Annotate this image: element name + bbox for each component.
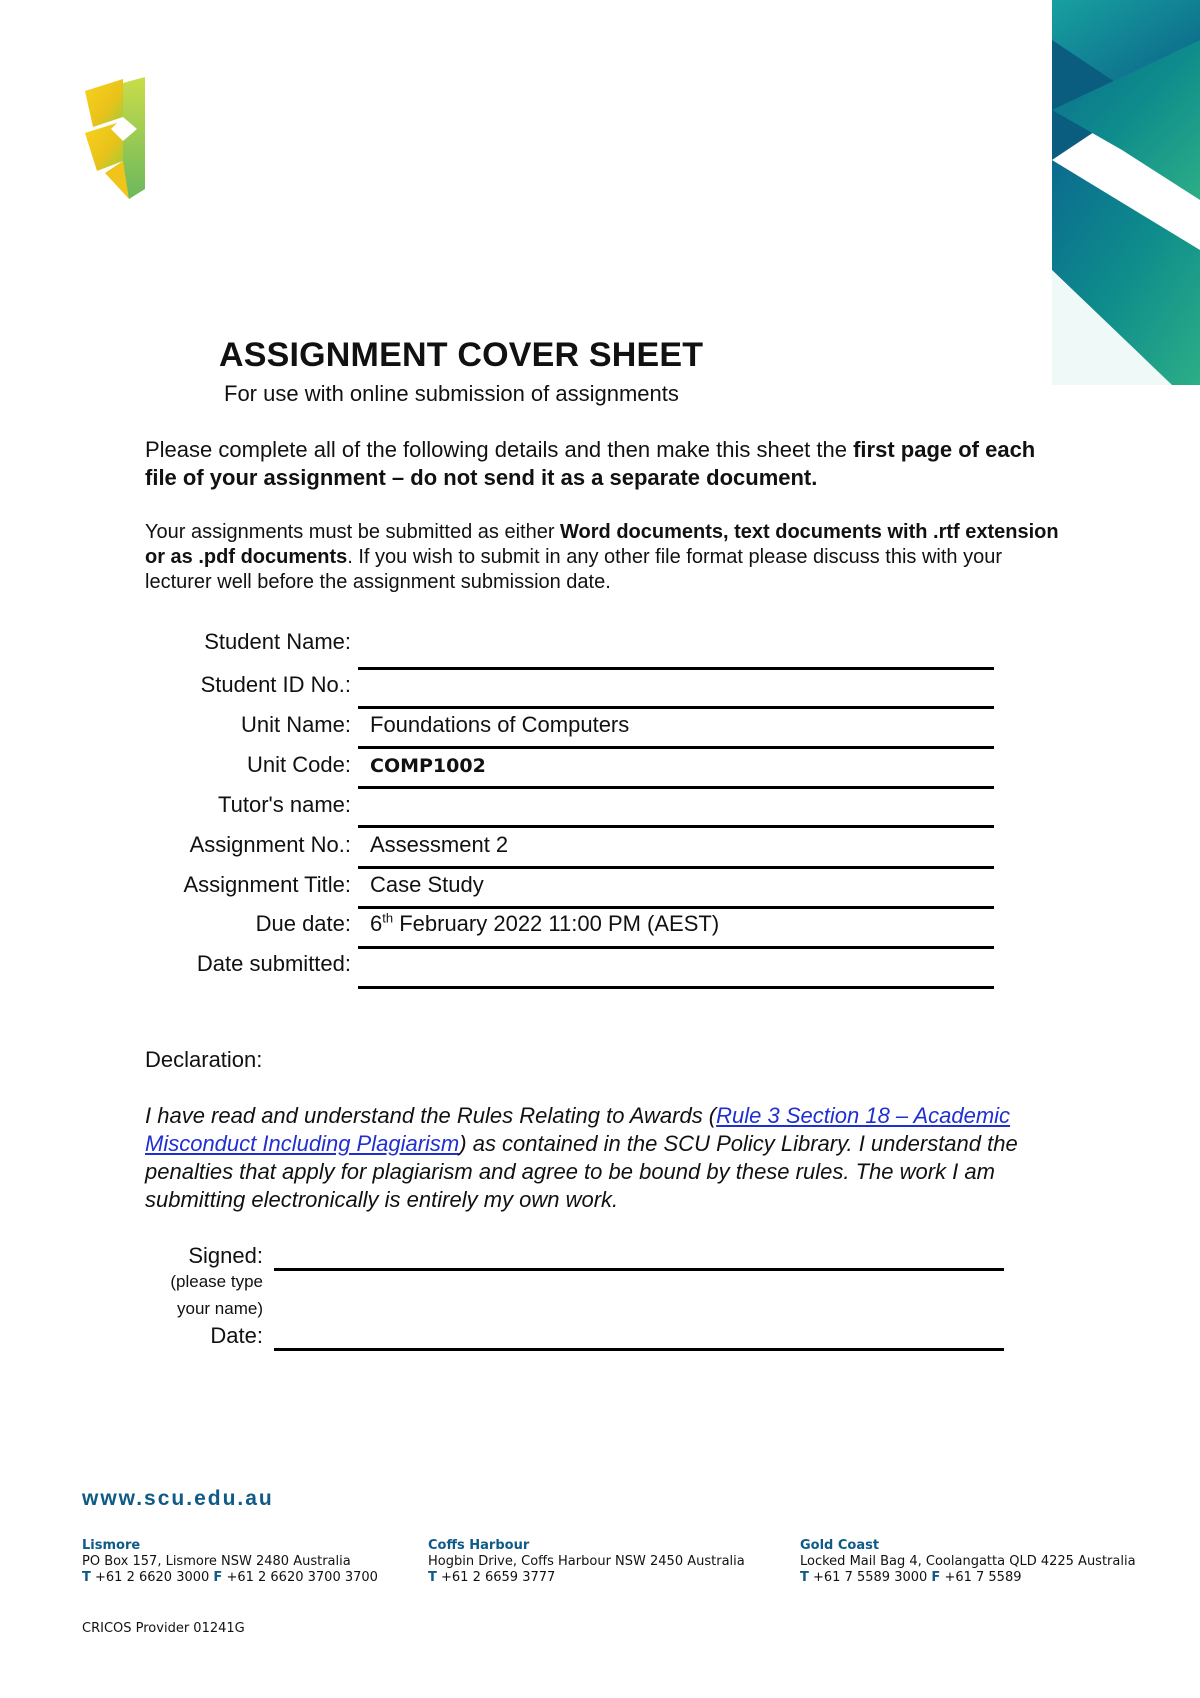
scu-logo [83, 77, 147, 199]
date-submitted-label: Date submitted: [196, 951, 351, 976]
signed-label: Signed: [188, 1243, 263, 1268]
office-coffs-harbour [428, 1538, 768, 1586]
declaration-text-pre: I have read and understand the Rules Relating to Awards ( [145, 1103, 717, 1128]
office-address: Locked Mail Bag 4, Coolangatta QLD 4225 Australia [800, 1554, 1136, 1569]
office-phone-line [82, 1570, 382, 1586]
fax-label: F [213, 1570, 223, 1585]
academic-misconduct-link[interactable]: Rule 3 Section 18 – Academic Misconduct Including Plagiarism [145, 1103, 1011, 1156]
intro-text: Please complete all of the following details and then make this sheet the [145, 437, 854, 462]
office-gold-coast [800, 1538, 1180, 1586]
intro-bold-text: first page of each file of your assignment – do not send it as a separate document. [145, 437, 1036, 490]
office-fax: +61 2 6620 3700 3700 [222, 1570, 378, 1585]
cricos-provider: CRICOS Provider 01241G [82, 1621, 245, 1636]
due-date-day: 6 [370, 911, 383, 936]
date-submitted-field[interactable] [358, 986, 994, 989]
due-date-label: Due date: [255, 911, 351, 936]
please-type-note: (please type [170, 1272, 263, 1291]
office-address: Hogbin Drive, Coffs Harbour NSW 2450 Australia [428, 1554, 745, 1569]
formats-paragraph [145, 520, 1065, 595]
unit-code-value: COMP1002 [370, 755, 486, 777]
assignment-title-value: Case Study [370, 872, 484, 897]
fax-label: F [931, 1570, 941, 1585]
decorative-corner-graphic [1052, 0, 1200, 385]
phone-label: T [82, 1570, 91, 1585]
page-title: ASSIGNMENT COVER SHEET [219, 336, 704, 374]
unit-name-field[interactable] [358, 746, 994, 749]
office-name: Gold Coast [800, 1538, 880, 1553]
office-phone-line [428, 1570, 768, 1586]
formats-text-pre: Your assignments must be submitted as either [145, 521, 561, 543]
due-date-suffix: th [382, 910, 394, 926]
unit-code-field[interactable] [358, 786, 994, 789]
unit-name-label: Unit Name: [240, 712, 351, 737]
assignment-title-label: Assignment Title: [183, 872, 351, 897]
declaration-heading: Declaration: [145, 1047, 263, 1072]
phone-label: T [428, 1570, 437, 1585]
intro-paragraph [145, 436, 1065, 492]
formats-bold-text: Word documents, text documents with .rtf extension or as .pdf documents [145, 521, 1059, 568]
assignment-no-label: Assignment No.: [189, 832, 351, 857]
office-lismore [82, 1538, 382, 1586]
office-address: PO Box 157, Lismore NSW 2480 Australia [82, 1554, 351, 1569]
office-phone: +61 7 5589 3000 [808, 1570, 932, 1585]
assignment-no-field[interactable] [358, 866, 994, 869]
tutor-name-label: Tutor's name: [218, 792, 351, 817]
declaration-text-post: ) as contained in the SCU Policy Library. I understand the penalties that apply for plagiarism and agree to be bound by these rules. The work I am submitting electronically is entirely my own work. [145, 1131, 1018, 1212]
your-name-note: your name) [177, 1299, 263, 1318]
office-phone-line [800, 1570, 1180, 1586]
tutor-name-field[interactable] [358, 825, 994, 828]
due-date-field[interactable] [358, 946, 994, 949]
website-url: www.scu.edu.au [82, 1487, 274, 1510]
signature-date-field[interactable] [274, 1348, 1004, 1351]
office-phone: +61 2 6620 3000 [90, 1570, 214, 1585]
due-date-rest: February 2022 11:00 PM (AEST) [393, 911, 720, 936]
due-date-value [370, 911, 719, 937]
student-id-field[interactable] [358, 706, 994, 709]
student-id-label: Student ID No.: [200, 672, 351, 697]
declaration-text [145, 1102, 1065, 1214]
student-name-field[interactable] [358, 667, 994, 670]
phone-label: T [800, 1570, 809, 1585]
signature-field[interactable] [274, 1268, 1004, 1271]
student-name-label: Student Name: [204, 629, 351, 654]
office-fax: +61 7 5589 [940, 1570, 1022, 1585]
office-name: Lismore [82, 1538, 141, 1553]
formats-text-post: . If you wish to submit in any other file format please discuss this with your lecturer well before the assignment submission date. [145, 546, 1002, 593]
office-name: Coffs Harbour [428, 1538, 530, 1553]
assignment-title-field[interactable] [358, 906, 994, 909]
date-label: Date: [210, 1323, 263, 1348]
office-phone: +61 2 6659 3777 [436, 1570, 556, 1585]
assignment-no-value: Assessment 2 [370, 832, 509, 857]
unit-code-label: Unit Code: [247, 752, 351, 777]
unit-name-value: Foundations of Computers [370, 712, 630, 737]
page-subtitle: For use with online submission of assignments [224, 381, 679, 406]
